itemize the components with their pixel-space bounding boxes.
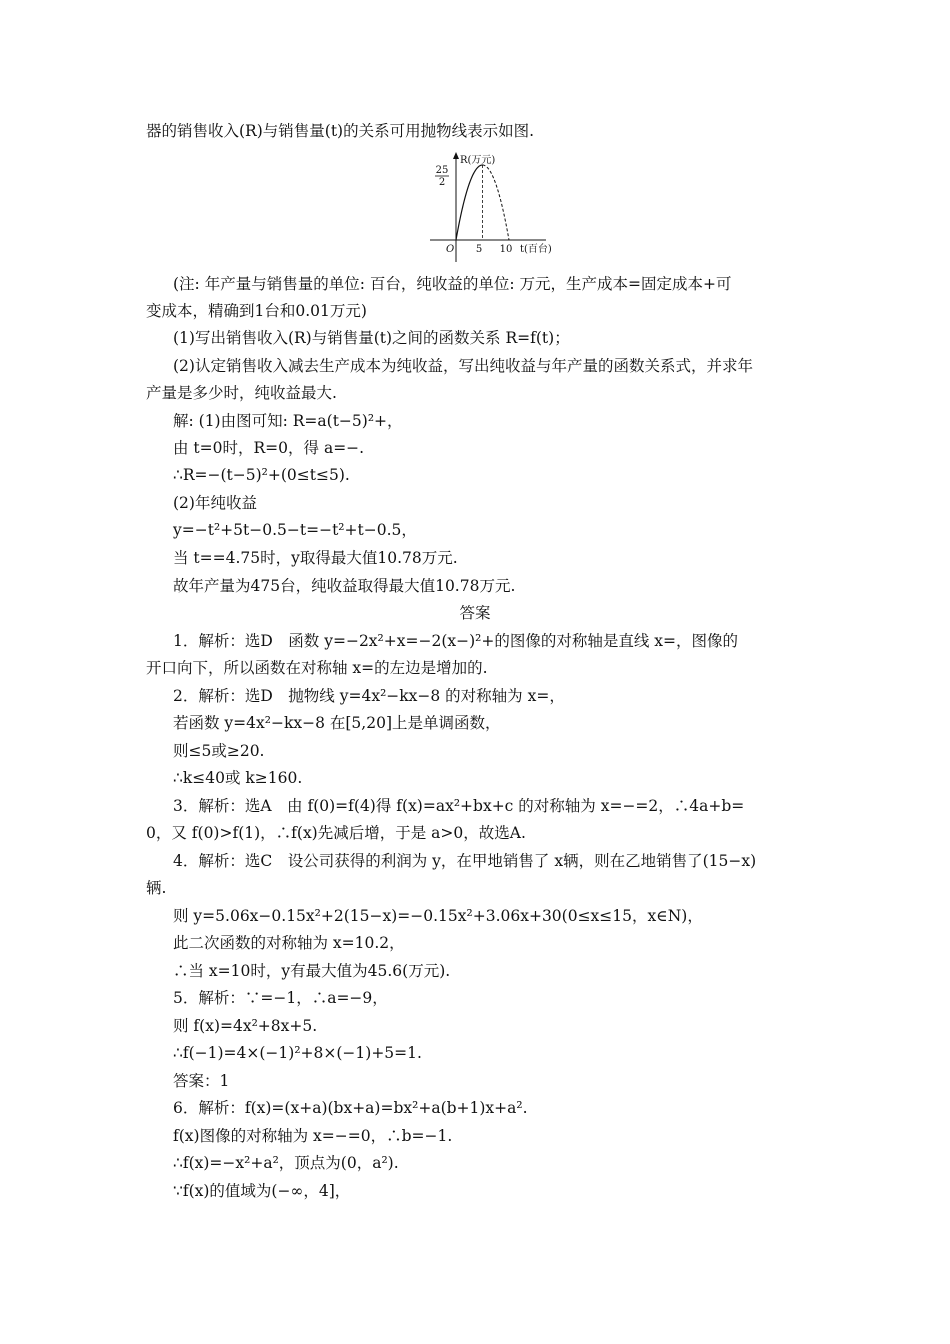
y-tick-denominator: 2: [438, 177, 446, 188]
text-line: 4．解析：选C 设公司获得的利润为 y，在甲地销售了 x辆，则在乙地销售了(15−x): [173, 852, 757, 870]
text-line: 5．解析：∵=−1，∴a=−9，: [173, 989, 388, 1007]
x-tick-10: 10: [499, 244, 513, 255]
y-tick-numerator: 25: [435, 165, 449, 176]
y-axis-label: R(万元): [460, 155, 496, 166]
text-line: 变成本，精确到1台和0.01万元): [146, 302, 367, 320]
text-line: (2)年纯收益: [173, 494, 257, 512]
text-line: 3．解析：选A 由 f(0)=f(4)得 f(x)=ax²+bx+c 的对称轴为 x=−=2，∴4a+b=: [173, 797, 745, 815]
text-line: 故年产量为475台，纯收益取得最大值10.78万元.: [173, 577, 516, 595]
text-line: 若函数 y=4x²−kx−8 在[5,20]上是单调函数，: [173, 714, 501, 732]
text-line: 开口向下，所以函数在对称轴 x=的左边是增加的.: [146, 659, 488, 677]
text-line: ∴当 x=10时，y有最大值为45.6(万元).: [173, 962, 451, 980]
series-dashed-curve: [483, 165, 510, 240]
text-line: ∴R=−(t−5)²+(0≤t≤5).: [173, 466, 350, 484]
text-line: 则 f(x)=4x²+8x+5.: [173, 1017, 318, 1035]
answer-heading: 答案: [459, 604, 491, 622]
text-line: 1．解析：选D 函数 y=−2x²+x=−2(x−)²+的图像的对称轴是直线 x=，图像的: [173, 632, 739, 650]
text-line: (2)认定销售收入减去生产成本为纯收益，写出纯收益与年产量的函数关系式，并求年: [173, 357, 753, 375]
text-line: 产量是多少时，纯收益最大.: [146, 384, 337, 402]
x-tick-5: 5: [475, 244, 483, 255]
text-line: 辆.: [146, 879, 167, 897]
text-line: 则 y=5.06x−0.15x²+2(15−x)=−0.15x²+3.06x+30(0≤x≤15，x∈N)，: [173, 907, 703, 925]
text-line: 当 t==4.75时，y取得最大值10.78万元.: [173, 549, 458, 567]
text-line: y=−t²+5t−0.5−t=−t²+t−0.5，: [173, 521, 417, 539]
text-line: 由 t=0时，R=0，得 a=−.: [173, 439, 365, 457]
text-line: f(x)图像的对称轴为 x=−=0，∴b=−1.: [173, 1127, 453, 1145]
text-line: 此二次函数的对称轴为 x=10.2，: [173, 934, 405, 952]
text-line: 解: (1)由图可知: R=a(t−5)²+，: [173, 412, 403, 430]
text-line: ∴f(−1)=4×(−1)²+8×(−1)+5=1.: [173, 1044, 422, 1062]
text-line: 答案：1: [173, 1072, 230, 1090]
text-line: ∴k≤40或 k≥160.: [173, 769, 303, 787]
text-line: 器的销售收入(R)与销售量(t)的关系可用抛物线表示如图.: [146, 122, 535, 140]
text-line: 0，又 f(0)>f(1)，∴f(x)先减后增，于是 a>0，故选A.: [146, 824, 526, 842]
text-line: 则≤5或≥20.: [173, 742, 265, 760]
y-axis-arrow: [453, 152, 459, 159]
x-axis-label: t(百台): [520, 244, 552, 255]
origin-label: O: [446, 244, 455, 255]
series-solid-curve: [456, 165, 483, 240]
text-line: 2．解析：选D 抛物线 y=4x²−kx−8 的对称轴为 x=，: [173, 687, 565, 705]
text-line: ∵f(x)的值域为(−∞，4]，: [173, 1182, 351, 1200]
text-line: 6．解析：f(x)=(x+a)(bx+a)=bx²+a(b+1)x+a².: [173, 1099, 528, 1117]
text-line: ∴f(x)=−x²+a²，顶点为(0，a²).: [173, 1154, 399, 1172]
revenue-parabola-chart: [420, 150, 565, 268]
text-line: (注: 年产量与销售量的单位: 百台，纯收益的单位: 万元，生产成本=固定成本+可: [173, 275, 732, 293]
text-line: (1)写出销售收入(R)与销售量(t)之间的函数关系 R=f(t)；: [173, 329, 570, 347]
